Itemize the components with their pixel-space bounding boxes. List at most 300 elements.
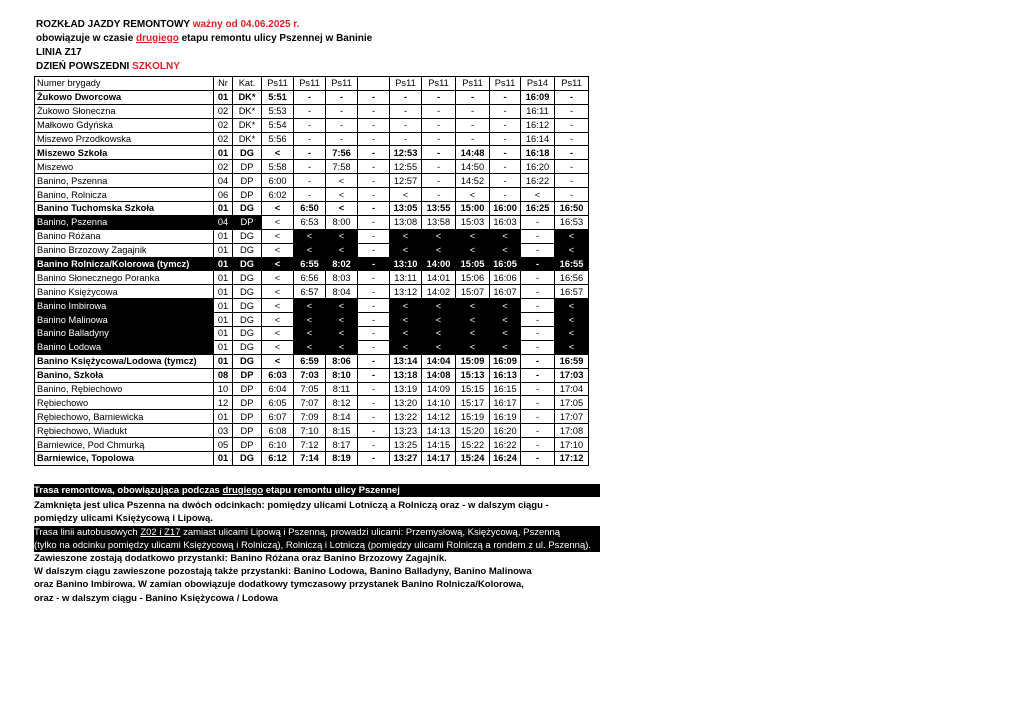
departure-time-cell: - [490,104,521,118]
departure-time-cell: 8:04 [326,285,358,299]
stop-nr-cell: 01 [214,327,233,341]
departure-time-cell: 16:22 [521,174,555,188]
departure-time-cell: - [521,257,555,271]
departure-time-cell: < [262,202,294,216]
stop-category-cell: DG [233,452,262,466]
stop-nr-cell: 01 [214,354,233,368]
stop-category-cell: DG [233,313,262,327]
stop-name-cell: Banino Lodowa [35,340,214,354]
departure-time-cell: 14:09 [422,382,456,396]
departure-time-cell: 13:11 [390,271,422,285]
stop-nr-cell: 04 [214,215,233,229]
table-row [35,174,589,188]
departure-time-cell: - [555,188,589,202]
departure-time-cell: 16:24 [490,452,521,466]
departure-time-cell: < [262,271,294,285]
table-row [35,132,589,146]
departure-time-cell: 16:14 [521,132,555,146]
column-header: Ps11 [456,77,490,91]
departure-time-cell: - [294,188,326,202]
departure-time-cell: 7:14 [294,452,326,466]
stop-nr-cell: 12 [214,396,233,410]
departure-time-cell: - [521,285,555,299]
departure-time-cell: < [262,229,294,243]
departure-time-cell: < [326,313,358,327]
table-row [35,215,589,229]
departure-time-cell: - [555,104,589,118]
departure-time-cell: 16:53 [555,215,589,229]
departure-time-cell: - [358,396,390,410]
departure-time-cell: - [521,410,555,424]
departure-time-cell: < [422,340,456,354]
stop-category-cell: DG [233,354,262,368]
departure-time-cell: 17:04 [555,382,589,396]
stop-name-cell: Banino Tuchomska Szkoła [35,202,214,216]
departure-time-cell: - [358,271,390,285]
departure-time-cell: - [294,90,326,104]
departure-time-cell: - [294,160,326,174]
departure-time-cell: - [358,299,390,313]
departure-time-cell: 7:03 [294,368,326,382]
column-header [358,77,390,91]
departure-time-cell: < [262,313,294,327]
table-row [35,243,589,257]
departure-time-cell: 16:20 [490,424,521,438]
column-header: Kat. [233,77,262,91]
column-header: Ps11 [490,77,521,91]
column-header: Ps11 [326,77,358,91]
stop-nr-cell: 05 [214,438,233,452]
departure-time-cell: - [294,174,326,188]
departure-time-cell: - [422,104,456,118]
departure-time-cell: - [390,90,422,104]
departure-time-cell: 8:02 [326,257,358,271]
column-header: Ps11 [262,77,294,91]
departure-time-cell: 13:10 [390,257,422,271]
departure-time-cell: 6:07 [262,410,294,424]
departure-time-cell: < [326,188,358,202]
departure-time-cell: - [358,174,390,188]
departure-time-cell: - [358,160,390,174]
departure-time-cell: - [521,215,555,229]
stop-name-cell: Banino Balladyny [35,327,214,341]
departure-time-cell: 7:10 [294,424,326,438]
stop-name-cell: Banino, Szkoła [35,368,214,382]
departure-time-cell: 14:10 [422,396,456,410]
stop-category-cell: DK* [233,90,262,104]
departure-time-cell: - [326,104,358,118]
stop-name-cell: Rębiechowo, Barniewicka [35,410,214,424]
departure-time-cell: < [294,229,326,243]
route-note-2: (tylko na odcinku pomiędzy ulicami Księżycową i Rolniczą), Rolniczą i Lotniczą (pomiędzy ulicami Rolniczą a rondem z ul. Pszenną). [34,539,592,551]
departure-time-cell: 8:10 [326,368,358,382]
departure-time-cell: 13:58 [422,215,456,229]
departure-time-cell: - [521,396,555,410]
stop-name-cell: Banino Różana [35,229,214,243]
departure-time-cell: < [390,229,422,243]
departure-time-cell: < [555,299,589,313]
departure-time-cell: 15:13 [456,368,490,382]
departure-time-cell: 13:12 [390,285,422,299]
timetable [34,76,589,466]
stop-name-cell: Żukowo Dworcowa [35,90,214,104]
stop-name-cell: Rębiechowo [35,396,214,410]
stop-nr-cell: 01 [214,229,233,243]
departure-time-cell: 16:55 [555,257,589,271]
table-row [35,452,589,466]
departure-time-cell: < [262,327,294,341]
departure-time-cell: 16:59 [555,354,589,368]
departure-time-cell: 15:24 [456,452,490,466]
stop-category-cell: DG [233,327,262,341]
departure-time-cell: - [456,104,490,118]
departure-time-cell: - [555,174,589,188]
departure-time-cell: < [390,340,422,354]
departure-time-cell: 15:17 [456,396,490,410]
table-row [35,382,589,396]
departure-time-cell: 16:13 [490,368,521,382]
table-row [35,313,589,327]
departure-time-cell: 14:12 [422,410,456,424]
stop-category-cell: DG [233,271,262,285]
day-type [36,61,180,73]
departure-time-cell: - [358,104,390,118]
departure-time-cell: 6:59 [294,354,326,368]
stop-name-cell: Banino Brzozowy Zagajnik [35,243,214,257]
departure-time-cell: - [390,132,422,146]
departure-time-cell: < [555,229,589,243]
departure-time-cell: < [521,188,555,202]
departure-time-cell: 17:07 [555,410,589,424]
departure-time-cell: < [456,243,490,257]
departure-time-cell: < [326,327,358,341]
departure-time-cell: 5:58 [262,160,294,174]
table-row [35,410,589,424]
table-row [35,229,589,243]
route-note-lines: Z02 i Z17 [140,526,181,538]
departure-time-cell: < [294,313,326,327]
departure-time-cell: 15:06 [456,271,490,285]
table-header-row [35,77,589,91]
departure-time-cell: 6:02 [262,188,294,202]
departure-time-cell: 8:15 [326,424,358,438]
stop-category-cell: DP [233,368,262,382]
table-row [35,438,589,452]
departure-time-cell: 13:08 [390,215,422,229]
departure-time-cell: - [390,104,422,118]
departure-time-cell: 13:19 [390,382,422,396]
subtitle-part-a: obowiązuje w czasie [36,33,134,44]
departure-time-cell: 8:03 [326,271,358,285]
departure-time-cell: - [358,327,390,341]
stop-name-cell: Banino, Rolnicza [35,188,214,202]
table-row [35,257,589,271]
notes-heading-b: etapu remontu ulicy Pszennej [265,485,400,496]
stop-nr-cell: 01 [214,202,233,216]
departure-time-cell: 16:06 [490,271,521,285]
stop-nr-cell: 01 [214,271,233,285]
departure-time-cell: 15:07 [456,285,490,299]
departure-time-cell: - [326,118,358,132]
departure-time-cell: - [521,340,555,354]
departure-time-cell: - [358,410,390,424]
departure-time-cell: < [456,188,490,202]
departure-time-cell: - [555,160,589,174]
stop-name-cell: Banino Malinowa [35,313,214,327]
stop-nr-cell: 01 [214,90,233,104]
stop-nr-cell: 10 [214,382,233,396]
departure-time-cell: 8:19 [326,452,358,466]
departure-time-cell: 8:00 [326,215,358,229]
departure-time-cell: 13:20 [390,396,422,410]
stop-category-cell: DG [233,299,262,313]
stop-name-cell: Banino Słonecznego Poranka [35,271,214,285]
departure-time-cell: - [358,202,390,216]
departure-time-cell: - [326,132,358,146]
stop-nr-cell: 01 [214,313,233,327]
column-header: Ps14 [521,77,555,91]
stop-nr-cell: 02 [214,160,233,174]
table-row [35,271,589,285]
stop-name-cell: Żukowo Słoneczna [35,104,214,118]
departure-time-cell: 8:14 [326,410,358,424]
departure-time-cell: - [358,90,390,104]
route-note-1b: zamiast ulicami Lipową i Pszenną, prowadzi ulicami: Przemysłową, Księżycową, Pszenną [183,526,561,538]
departure-time-cell: - [358,354,390,368]
stop-nr-cell: 03 [214,424,233,438]
departure-time-cell: 14:15 [422,438,456,452]
departure-time-cell: < [390,188,422,202]
departure-time-cell: 16:18 [521,146,555,160]
stop-category-cell: DP [233,160,262,174]
departure-time-cell: < [294,243,326,257]
departure-time-cell: < [555,327,589,341]
departure-time-cell: 16:50 [555,202,589,216]
departure-time-cell: 17:12 [555,452,589,466]
departure-time-cell: 13:25 [390,438,422,452]
subtitle-red-word: drugiego [136,33,179,44]
notes-section [34,484,600,605]
stop-category-cell: DP [233,188,262,202]
column-header: Numer brygady [35,77,214,91]
stop-category-cell: DG [233,146,262,160]
departure-time-cell: - [358,313,390,327]
table-row [35,396,589,410]
stop-category-cell: DG [233,340,262,354]
departure-time-cell: < [294,327,326,341]
departure-time-cell: 7:58 [326,160,358,174]
departure-time-cell: < [490,340,521,354]
stop-name-cell: Miszewo [35,160,214,174]
departure-time-cell: - [490,188,521,202]
departure-time-cell: 17:10 [555,438,589,452]
departure-time-cell: 14:04 [422,354,456,368]
stop-nr-cell: 01 [214,340,233,354]
departure-time-cell: < [326,202,358,216]
departure-time-cell: 5:53 [262,104,294,118]
departure-time-cell: - [422,160,456,174]
departure-time-cell: < [262,340,294,354]
departure-time-cell: 15:03 [456,215,490,229]
doc-subtitle [36,33,372,45]
stop-nr-cell: 02 [214,104,233,118]
departure-time-cell: 16:03 [490,215,521,229]
departure-time-cell: - [490,160,521,174]
stop-category-cell: DG [233,243,262,257]
departure-time-cell: 13:18 [390,368,422,382]
title-valid-date: ważny od 04.06.2025 r. [192,19,300,30]
column-header: Ps11 [555,77,589,91]
table-row [35,188,589,202]
stop-name-cell: Barniewice, Topolowa [35,452,214,466]
departure-time-cell: 15:05 [456,257,490,271]
day-type-red: SZKOLNY [132,61,180,72]
departure-time-cell: < [262,243,294,257]
stop-category-cell: DP [233,215,262,229]
departure-time-cell: 6:12 [262,452,294,466]
stop-nr-cell: 02 [214,118,233,132]
departure-time-cell: - [521,424,555,438]
departure-time-cell: 17:05 [555,396,589,410]
departure-time-cell: < [456,299,490,313]
departure-time-cell: 6:05 [262,396,294,410]
departure-time-cell: 16:20 [521,160,555,174]
stop-category-cell: DG [233,285,262,299]
departure-time-cell: 14:13 [422,424,456,438]
departure-time-cell: < [422,313,456,327]
departure-time-cell: 14:02 [422,285,456,299]
departure-time-cell: - [358,438,390,452]
departure-time-cell: < [456,229,490,243]
departure-time-cell: - [422,118,456,132]
column-header: Ps11 [294,77,326,91]
departure-time-cell: 8:11 [326,382,358,396]
stop-nr-cell: 06 [214,188,233,202]
departure-time-cell: 16:09 [521,90,555,104]
departure-time-cell: 6:55 [294,257,326,271]
stop-category-cell: DG [233,229,262,243]
stop-nr-cell: 01 [214,285,233,299]
departure-time-cell: 13:55 [422,202,456,216]
stop-name-cell: Banino, Pszenna [35,215,214,229]
stop-nr-cell: 04 [214,174,233,188]
departure-time-cell: - [294,104,326,118]
departure-time-cell: 8:12 [326,396,358,410]
departure-time-cell: - [456,90,490,104]
departure-time-cell: - [555,132,589,146]
departure-time-cell: < [490,313,521,327]
table-row [35,285,589,299]
departure-time-cell: 7:07 [294,396,326,410]
departure-time-cell: 13:27 [390,452,422,466]
departure-time-cell: 5:56 [262,132,294,146]
table-row [35,160,589,174]
departure-time-cell: 6:53 [294,215,326,229]
departure-time-cell: 15:20 [456,424,490,438]
departure-time-cell: 15:22 [456,438,490,452]
stop-category-cell: DK* [233,132,262,146]
departure-time-cell: - [490,174,521,188]
departure-time-cell: - [521,438,555,452]
column-header: Nr [214,77,233,91]
stop-category-cell: DP [233,396,262,410]
departure-time-cell: 14:01 [422,271,456,285]
departure-time-cell: < [390,243,422,257]
departure-time-cell: < [422,243,456,257]
departure-time-cell: - [358,132,390,146]
departure-time-cell: < [422,229,456,243]
closure-note-2: pomiędzy ulicami Księżycową i Lipową. [34,513,213,525]
stop-name-cell: Małkowo Gdyńska [35,118,214,132]
departure-time-cell: < [326,243,358,257]
stop-category-cell: DP [233,382,262,396]
closure-note-1: Zamknięta jest ulica Pszenna na dwóch odcinkach: pomiędzy ulicami Lotniczą a Rolniczą oraz - w dalszym ciągu - [34,500,549,512]
departure-time-cell: 14:50 [456,160,490,174]
departure-time-cell: 7:09 [294,410,326,424]
departure-time-cell: 16:22 [490,438,521,452]
departure-time-cell: - [358,382,390,396]
departure-time-cell: 16:25 [521,202,555,216]
stop-nr-cell: 01 [214,257,233,271]
departure-time-cell: < [294,299,326,313]
departure-time-cell: 16:17 [490,396,521,410]
departure-time-cell: - [358,229,390,243]
departure-time-cell: - [521,271,555,285]
day-type-label: DZIEŃ POWSZEDNI [36,61,130,72]
departure-time-cell: 14:48 [456,146,490,160]
column-header: Ps11 [390,77,422,91]
stop-name-cell: Banino Imbirowa [35,299,214,313]
departure-time-cell: 6:50 [294,202,326,216]
departure-time-cell: < [555,313,589,327]
departure-time-cell: - [521,382,555,396]
departure-time-cell: 16:09 [490,354,521,368]
departure-time-cell: - [358,340,390,354]
departure-time-cell: 6:04 [262,382,294,396]
stop-name-cell: Banino Księżycowa/Lodowa (tymcz) [35,354,214,368]
departure-time-cell: - [358,285,390,299]
departure-time-cell: < [422,299,456,313]
departure-time-cell: - [326,90,358,104]
stop-category-cell: DG [233,202,262,216]
departure-time-cell: < [456,327,490,341]
notes-heading [34,484,600,497]
departure-time-cell: < [262,146,294,160]
departure-time-cell: - [490,146,521,160]
departure-time-cell: - [358,188,390,202]
route-note-box [34,526,600,552]
route-note-1a: Trasa linii autobusowych [34,526,138,538]
departure-time-cell: - [555,118,589,132]
stop-nr-cell: 01 [214,452,233,466]
departure-time-cell: < [422,327,456,341]
departure-time-cell: - [521,327,555,341]
departure-time-cell: - [422,90,456,104]
subtitle-part-b: etapu remontu ulicy Pszennej w Baninie [181,33,373,44]
departure-time-cell: 7:05 [294,382,326,396]
departure-time-cell: - [294,146,326,160]
departure-time-cell: - [521,229,555,243]
suspension-note-2: W dalszym ciągu zawieszone pozostają także przystanki: Banino Lodowa, Banino Balladyny, Banino Malinowa [34,566,532,578]
departure-time-cell: < [390,313,422,327]
stop-nr-cell: 02 [214,132,233,146]
departure-time-cell: 16:57 [555,285,589,299]
departure-time-cell: - [456,118,490,132]
stop-name-cell: Banino Rolnicza/Kolorowa (tymcz) [35,257,214,271]
departure-time-cell: - [358,146,390,160]
table-row [35,424,589,438]
departure-time-cell: 15:09 [456,354,490,368]
